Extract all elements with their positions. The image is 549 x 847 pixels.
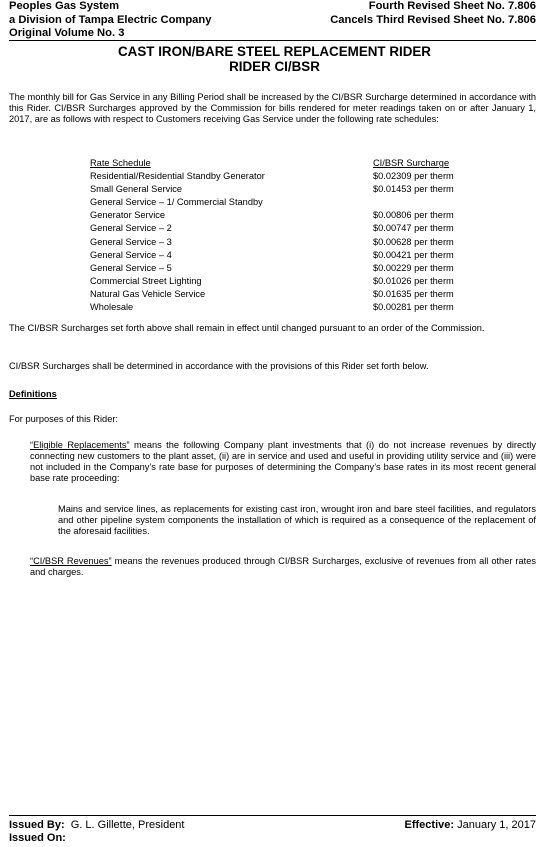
company-name: Peoples Gas System <box>9 0 120 12</box>
page-title <box>0 44 549 74</box>
rate-surcharge-value: $0.01026 per therm <box>373 275 454 286</box>
rate-schedule-name: Commercial Street Lighting <box>90 275 202 286</box>
rate-schedule-name: General Service – 5 <box>90 262 172 273</box>
volume-number: Original Volume No. 3 <box>9 27 125 39</box>
col-rate-schedule: Rate Schedule <box>90 158 151 168</box>
rate-schedule-name: Residential/Residential Standby Generator <box>90 171 265 182</box>
table-row <box>90 209 490 222</box>
rate-schedule-name: Small General Service <box>90 184 183 195</box>
sheet-number: Fourth Revised Sheet No. 7.806 <box>368 0 536 12</box>
rate-surcharge-value: $0.00281 per therm <box>373 302 454 313</box>
rate-surcharge-value: $0.01453 per therm <box>373 184 454 195</box>
footer-left <box>9 819 184 845</box>
intro-paragraph: The monthly bill for Gas Service in any Billing Period shall be increased by the CI/BSR Surcharge determined in accordance with this Rider. CI/BSR Surcharges approved by the Commission for bills rendered for meter readings taken on or after January 1, 2017, are as follows with respect to Customers receiving Gas Service under the following rate schedules: <box>9 92 536 124</box>
footer-rule <box>9 815 536 816</box>
header-right <box>330 0 536 27</box>
rate-surcharge-value: $0.00628 per therm <box>373 236 454 247</box>
rate-schedule-name: General Service – 3 <box>90 236 172 247</box>
issued-on-label: Issued On: <box>9 832 66 844</box>
issued-on-line <box>9 832 184 845</box>
definitions-heading: Definitions <box>9 389 57 399</box>
eligible-replacements-text: means the following Company plant investments that (i) do not increase revenues by directly connecting new customers to the plant asset, (ii) are in service and used and useful in providing utility service and (iii) were not included in the Company’s rate base for purposes of determining the Company’s base rates in its most recent general base rate proceeding: <box>30 440 536 483</box>
issued-by-label: Issued By: <box>9 819 65 831</box>
eligible-replacements-definition <box>30 440 536 484</box>
rate-table <box>90 157 490 314</box>
rate-schedule-name: Wholesale <box>90 302 134 313</box>
table-row <box>90 262 490 275</box>
table-row <box>90 222 490 235</box>
rate-surcharge-value: $0.02309 per therm <box>373 171 454 182</box>
mains-service-lines-paragraph: Mains and service lines, as replacements for existing cast iron, wrought iron and bare steel facilities, and regulators and other pipeline system components the installation of which is required as a consequence of the replacement of the aforesaid facilities. <box>58 504 536 536</box>
remain-in-effect-paragraph: The CI/BSR Surcharges set forth above shall remain in effect until changed pursuant to an order of the Commission. <box>9 323 485 333</box>
effective-value: January 1, 2017 <box>457 819 536 831</box>
table-row <box>90 301 490 314</box>
cibsr-revenues-definition <box>30 556 536 578</box>
issued-by-line <box>9 819 184 832</box>
rate-schedule-name: General Service – 2 <box>90 223 172 234</box>
header-rule <box>9 40 536 41</box>
eligible-replacements-term: “Eligible Replacements” <box>30 440 130 450</box>
title-line-2: RIDER CI/BSR <box>229 59 320 74</box>
table-row <box>90 275 490 288</box>
cibsr-revenues-term: “CI/BSR Revenues” <box>30 556 112 566</box>
rate-schedule-name: Generator Service <box>90 210 166 221</box>
table-row <box>90 183 490 196</box>
rate-schedule-name: General Service – 4 <box>90 249 172 260</box>
rate-surcharge-value: $0.01635 per therm <box>373 288 454 299</box>
company-division: a Division of Tampa Electric Company <box>9 13 212 26</box>
rate-schedule-name: Natural Gas Vehicle Service <box>90 288 206 299</box>
rate-schedule-name: General Service – 1/ Commercial Standby <box>90 197 263 208</box>
table-row <box>90 196 490 209</box>
rate-surcharge-value: $0.00421 per therm <box>373 249 454 260</box>
col-surcharge: CI/BSR Surcharge <box>373 158 450 168</box>
determination-paragraph: CI/BSR Surcharges shall be determined in accordance with the provisions of this Rider set forth below. <box>9 361 429 371</box>
table-row <box>90 236 490 249</box>
rate-table-header <box>90 157 490 170</box>
table-row <box>90 249 490 262</box>
rate-surcharge-value: $0.00747 per therm <box>373 223 454 234</box>
rate-surcharge-value: $0.00806 per therm <box>373 210 454 221</box>
footer-right <box>405 819 536 832</box>
title-line-1: CAST IRON/BARE STEEL REPLACEMENT RIDER <box>118 44 431 59</box>
header-left <box>9 0 211 41</box>
table-row <box>90 288 490 301</box>
cancels-sheet: Cancels Third Revised Sheet No. 7.806 <box>330 13 536 26</box>
rate-surcharge-value: $0.00229 per therm <box>373 262 454 273</box>
table-row <box>90 170 490 183</box>
effective-label: Effective: <box>404 819 455 831</box>
purposes-paragraph: For purposes of this Rider: <box>9 414 118 424</box>
issued-by-value: G. L. Gillette, President <box>70 819 185 831</box>
cibsr-revenues-text: means the revenues produced through CI/BSR Surcharges, exclusive of revenues from all other rates and charges. <box>30 556 536 577</box>
